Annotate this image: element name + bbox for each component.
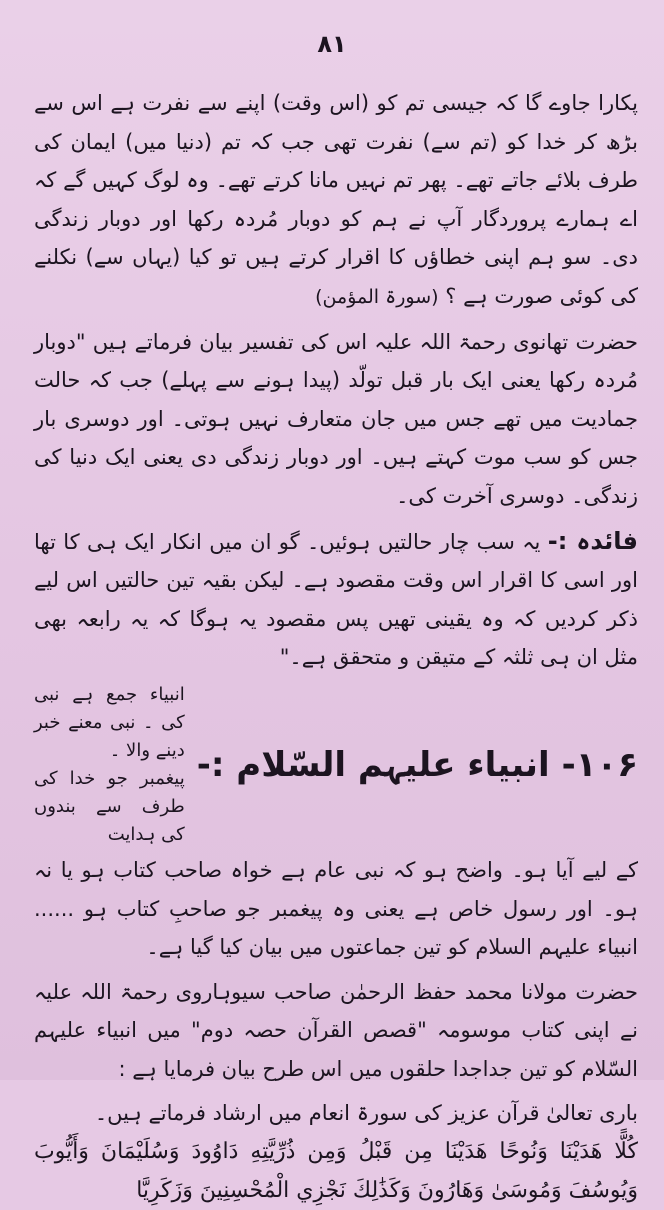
paragraph-faida xyxy=(34,522,638,677)
page-number: ٨١ xyxy=(317,30,347,58)
paragraph-surah-anam-intro: باری تعالیٰ قرآن عزیز کی سورۃ انعام میں ارشاد فرماتے ہیں۔ xyxy=(94,1101,638,1126)
paragraph-nabi-rasool: کے لیے آیا ہو۔ واضح ہو کہ نبی عام ہے خواہ صاحب کتاب ہو یا نہ ہو۔ اور رسول خاص ہے یعنی وہ پیغمبر جو صاحبِ کتاب ہو ...... انبیاء علیہم السلام کو تین جماعتوں میں بیان کیا گیا ہے۔ xyxy=(34,857,638,960)
paragraph-tafsir: حضرت تھانوی رحمۃ اللہ علیہ اس کی تفسیر بیان فرماتے ہیں "دوبار مُردہ رکھا یعنی ایک بار قبل تولّد (پیدا ہونے سے پہلے) جب کہ حالت جمادیت میں تھے جس میں جان متعارف نہیں ہوتی۔ اور دوسری بار جس کو سب موت کہتے ہیں۔ اور دوبار زندگی دی یعنی ایک دنیا کی زندگی۔ دوسری آخرت کی۔ xyxy=(34,329,638,508)
faida-text: یہ سب چار حالتیں ہوئیں۔ گو ان میں انکار ایک ہی کا تھا اور اسی کا اقرار اس وقت مقصود ہے۔ لیکن بقیہ تین حالتیں اس لیے ذکر کردیں کہ وہ یقینی تھیں پس مقصود یہ ہوگا کہ یہ رابعہ بھی مثل ان ہی ثلثہ کے متیقن و متحقق ہے۔" xyxy=(34,529,638,670)
paragraph-quran-translation xyxy=(34,84,638,317)
heading-definition xyxy=(34,681,185,849)
heading-definition-line-1: انبیاء جمع ہے نبی کی ۔ نبی معنے خبر دینے والا ۔ xyxy=(34,683,185,761)
arabic-verse: كُلًّا هَدَيْنَا وَنُوحًا هَدَيْنَا مِن قَبْلُ وَمِن ذُرِّيَّتِهِ دَاوُودَ وَسُلَيْمَانَ وَأَيُّوبَ وَيُوسُفَ وَمُوسَىٰ وَهَارُونَ وَكَذَٰلِكَ نَجْزِي الْمُحْسِنِينَ وَزَكَرِيَّا xyxy=(34,1139,638,1203)
section-heading xyxy=(34,681,638,849)
paragraph-1-text: پکارا جاوے گا کہ جیسی تم کو (اس وقت) اپنے سے نفرت ہے اس سے بڑھ کر خدا کو (تم سے) نفرت تھی جب کہ تم (دنیا میں) ایمان کی طرف بلائے جاتے تھے۔ پھر تم نہیں مانا کرتے تھے۔ وہ لوگ کہیں گے کہ اے ہمارے پروردگار آپ نے ہم کو دوبار مُردہ رکھا اور دوبار زندگی دی۔ سو ہم اپنی خطاؤں کا اقرار کرتے ہیں تو کیا (یہاں سے) نکلنے کی کوئی صورت ہے ؟ xyxy=(34,91,638,308)
page-body xyxy=(34,84,638,1210)
heading-definition-line-2: پیغمبر جو خدا کی طرف سے بندوں کی ہدایت xyxy=(34,767,185,845)
surah-reference: (سورۃ المؤمن) xyxy=(315,285,439,308)
heading-number: ۱۰۶- xyxy=(561,744,638,785)
heading-title: انبیاء علیہم السّلام :- xyxy=(196,744,550,785)
faida-label: فائدہ :- xyxy=(547,526,638,555)
paragraph-qasas-reference: حضرت مولانا محمد حفظ الرحمٰن صاحب سیوہاروی رحمۃ اللہ علیہ نے اپنی کتاب موسومہ "قصص القرآن حصہ دوم" میں انبیاء علیہم السّلام کو تین جداجدا حلقوں میں اس طرح بیان فرمایا ہے : xyxy=(34,979,638,1081)
